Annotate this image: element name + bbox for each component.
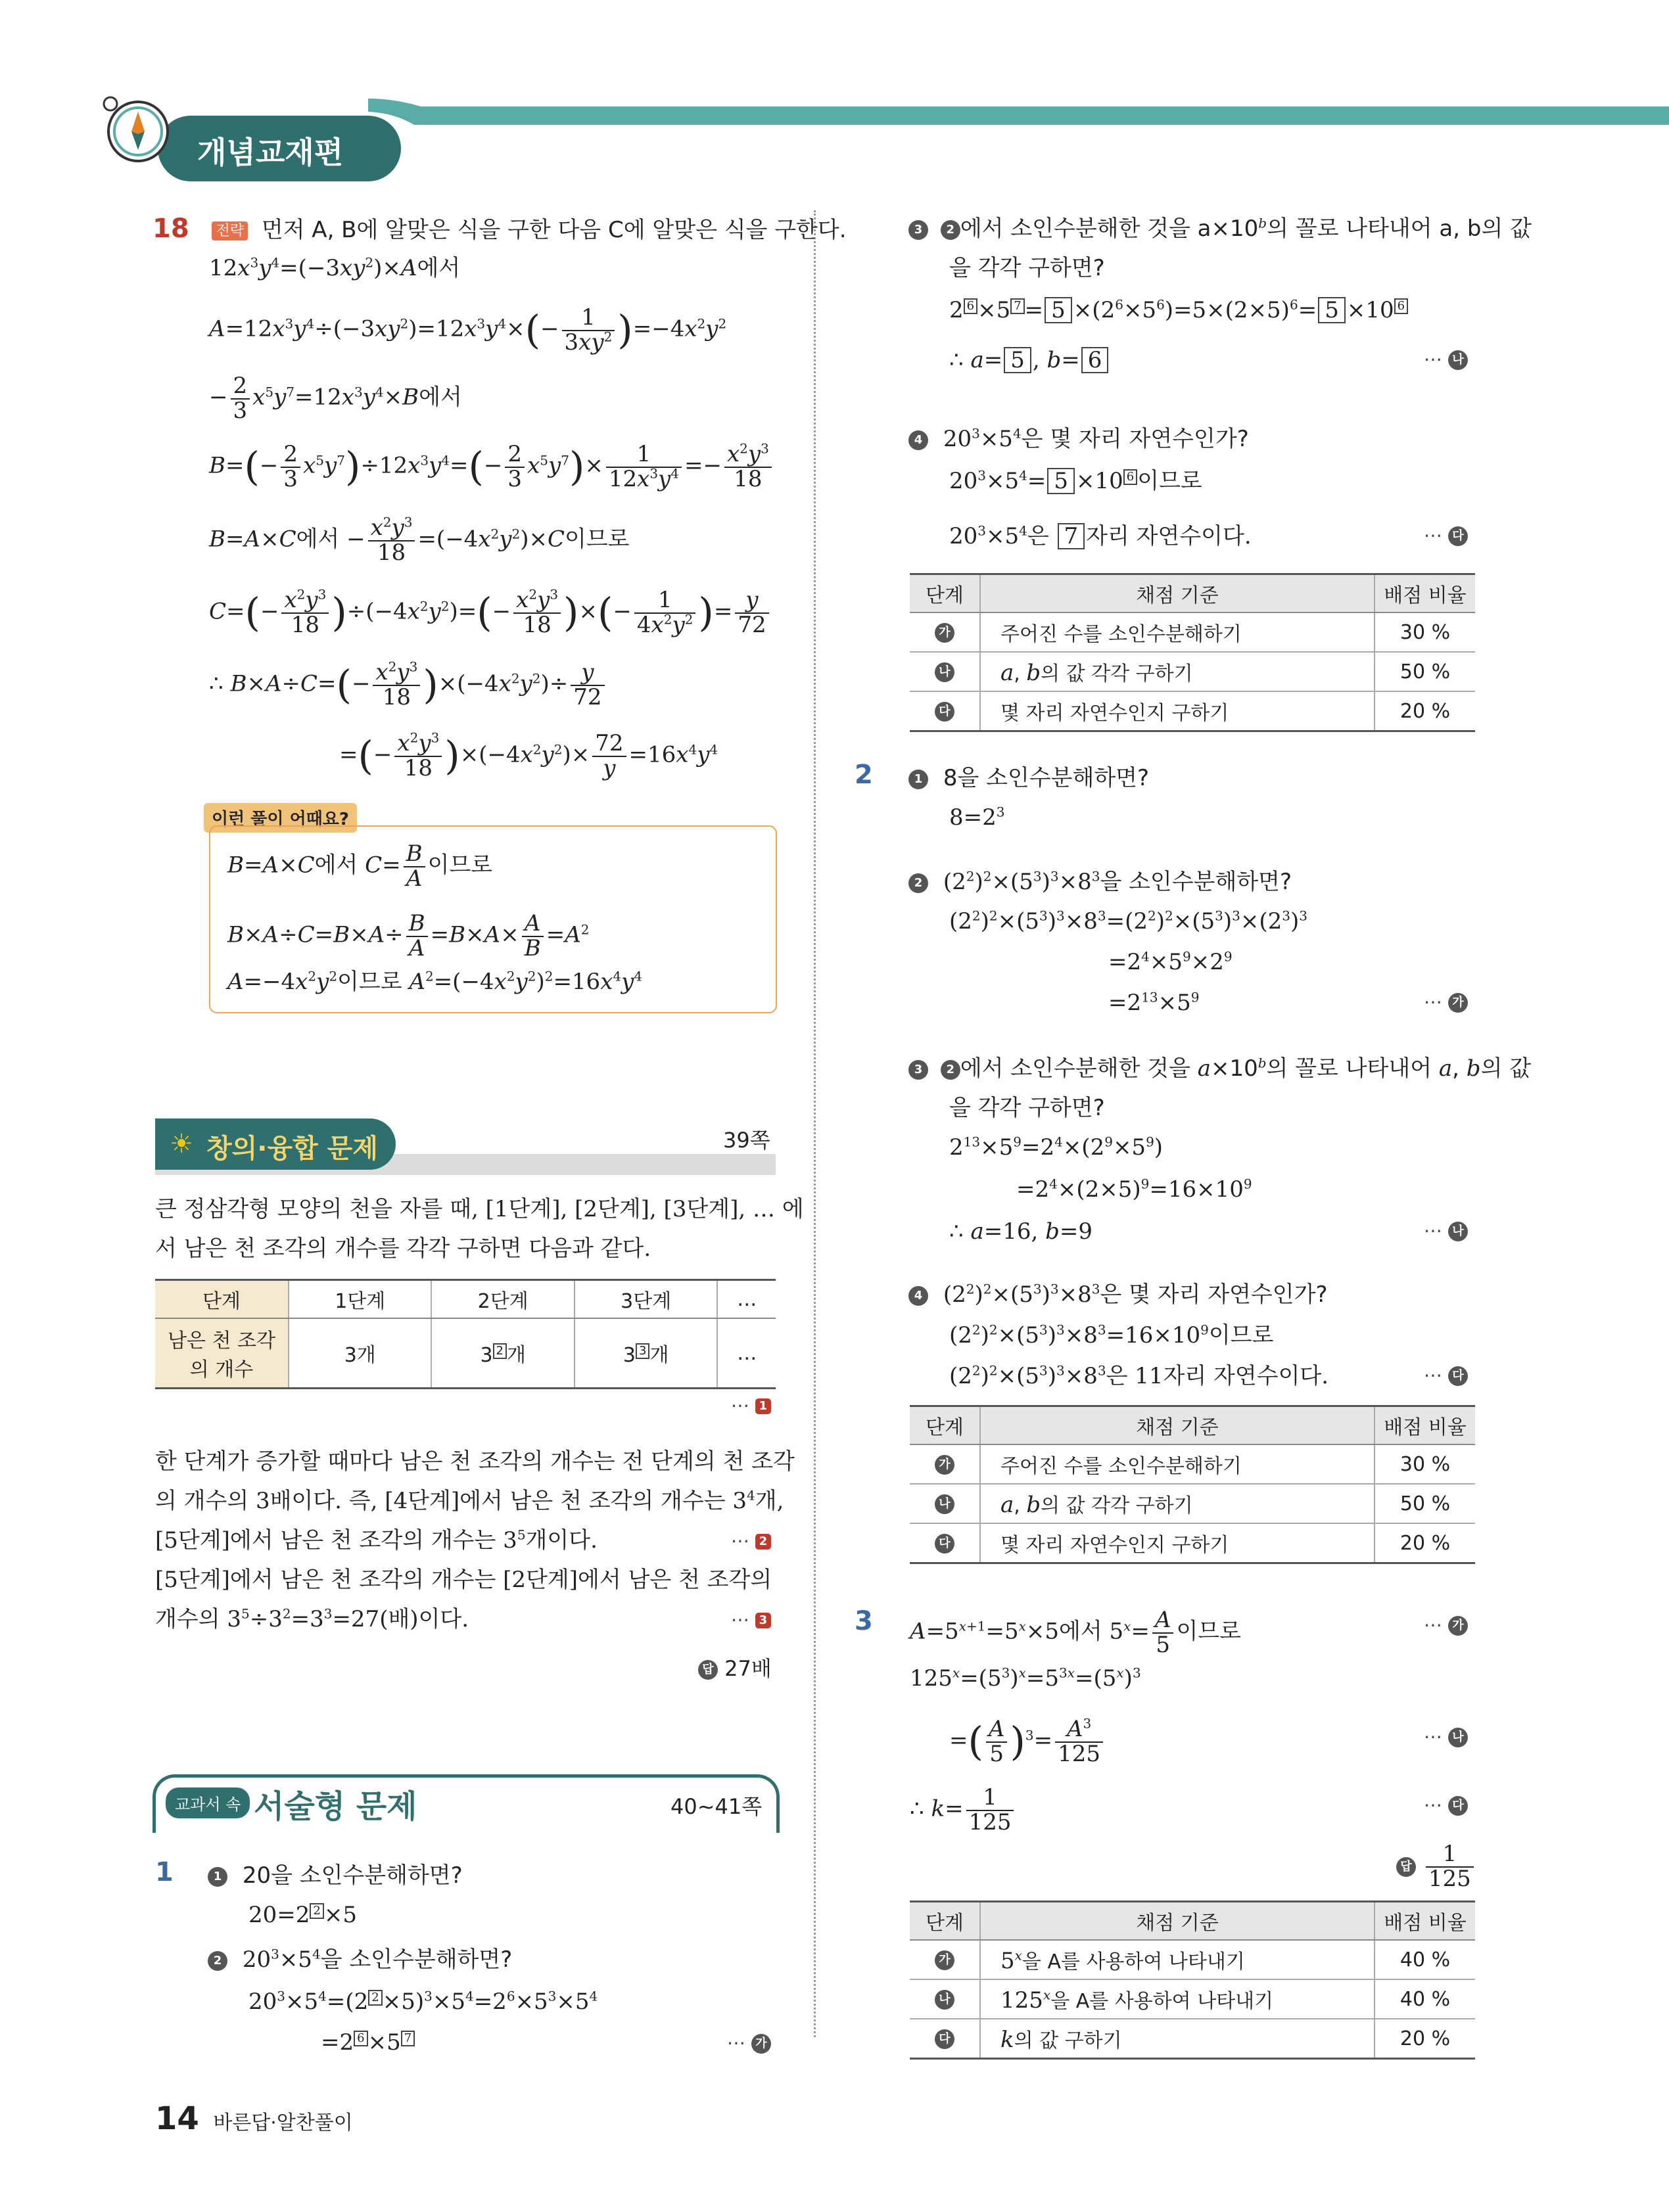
table-cell: 30 % [1375, 1444, 1475, 1484]
header-title: 개념교재편 [197, 135, 344, 170]
step-1-icon: 1 [208, 1867, 227, 1887]
mark-da: ⋯ 다 [1424, 524, 1468, 546]
table-cell: 50 % [1375, 652, 1475, 691]
step-2-icon: 2 [908, 873, 928, 893]
table-cell: … [717, 1318, 776, 1389]
table-cell: 5$^x$을 A를 사용하여 나타내기 [980, 1940, 1375, 1979]
table-cell: 20 % [1375, 691, 1475, 731]
eq-line: $(2^2)^2\times(5^3)^3\times 8^3=(2^2)^2\times(5^3)^3\times(2^3)^3$ [949, 908, 1307, 934]
step-ga-icon: 가 [935, 623, 954, 643]
table-header: 배점 비율 [1375, 1902, 1475, 1941]
q1-step3-cont: 을 각각 구하면? [949, 255, 1105, 281]
table-header: … [717, 1280, 776, 1319]
eq-line: $20^3\times 5^4$은 7 자리 자연수이다. [949, 522, 1252, 549]
eq-line: ∴ k= $\frac{1}{125}$ [910, 1786, 1016, 1834]
mark-da: ⋯ 다 [1424, 1364, 1468, 1386]
table-header: 1단계 [289, 1280, 431, 1319]
lightbulb-icon: ☀ [170, 1129, 193, 1159]
tip-box-title: 이런 풀이 어때요? [204, 803, 357, 833]
creative-para: [5단계]에서 남은 천 조각의 개수는 $3^5$개이다. [155, 1527, 598, 1554]
table-cell: a, b의 값 각각 구하기 [980, 1484, 1375, 1523]
eq-line: $=2^{13}\times 5^9$ [1108, 989, 1200, 1016]
step-4-icon: 4 [908, 430, 928, 450]
creative-intro: 큰 정삼각형 모양의 천을 자를 때, [1단계], [2단계], [3단계], … 에 [155, 1196, 804, 1222]
eq-line: $(2^2)^2\times(5^3)^3\times 8^3=16\times 10^9$이므로 [949, 1322, 1274, 1348]
q1-step4: 4 $20^3\times 5^4$은 몇 자리 자연수인가? [908, 425, 1249, 453]
table-cell: 3 3 개 [575, 1318, 717, 1389]
eq-line: 2 6 ×5 $7 = 5 \times(2^6\times 5^6)=5\times(2\times 5)^6= 5 \times 10$ 6 [949, 296, 1408, 325]
mark-1: ⋯ 1 [731, 1394, 771, 1416]
step-ga-icon: 가 [935, 1950, 954, 1970]
q2-number: 2 [855, 760, 873, 790]
table-cell: 20 % [1375, 2019, 1475, 2059]
eq-line: 20=2 2 ×5 [248, 1902, 357, 1928]
mark-na: ⋯ 나 [1424, 348, 1468, 370]
eq-line: $125^x=(5^3)^x=5^{3x}=(5^x)^3$ [910, 1665, 1141, 1692]
grading-table-3 [910, 1901, 1475, 2060]
q2-step1: 1 8을 소인수분해하면? [908, 764, 1149, 793]
step-ga-icon: 가 [935, 1455, 954, 1475]
table-header: 3단계 [575, 1280, 717, 1319]
essay-title: 서술형 문제 [254, 1788, 417, 1825]
table-header: 채점 기준 [980, 1902, 1375, 1941]
q2-step3-cont: 을 각각 구하면? [949, 1095, 1105, 1121]
eq-line: $20^3\times 5^4=(2$ $2 \times 5)^3\times 5^4=2^6\times 5^3\times 5^4$ [248, 1988, 598, 2015]
table-cell: k의 값 구하기 [980, 2019, 1375, 2059]
creative-table [155, 1279, 776, 1389]
table-header: 단계 [910, 1902, 980, 1941]
step-2-icon: 2 [208, 1951, 227, 1971]
step-3-icon: 3 [908, 220, 928, 240]
ref-2-icon: 2 [941, 1060, 960, 1080]
table-cell: 몇 자리 자연수인지 구하기 [980, 691, 1375, 731]
table-cell: 30 % [1375, 612, 1475, 652]
eq-line: ∴ a=16, b=9 [949, 1218, 1093, 1245]
eq-line: $8=2^3$ [949, 804, 1005, 831]
essay-badge: 교과서 속 [166, 1787, 250, 1818]
eq-line: =( $\frac{A}{5}$ )$^3$= $\frac{A^3}{125}$ [949, 1718, 1106, 1766]
tip-line: B=A×C에서 C= $\frac{B}{A}$ 이므로 [227, 841, 493, 892]
answer: 답 27배 [698, 1652, 772, 1682]
step-da-icon: 다 [935, 702, 954, 722]
q2-step3: 3 2 에서 소인수분해한 것을 $a\times 10^b$의 꼴로 나타내어 a, b의 값 [908, 1054, 1531, 1083]
step-4-icon: 4 [908, 1286, 928, 1306]
q1-step2: 2 $20^3\times 5^4$을 소인수분해하면? [208, 1945, 512, 1974]
eq-line: ∴ B×A÷C=(− $\frac{x^2y^3}{18}$ )$\times(-4x^2y^2)\div$ $\frac{y}{72}$ [209, 661, 607, 709]
grading-table-2 [910, 1405, 1475, 1564]
creative-para: 의 개수의 3배이다. 즉, [4단계]에서 남은 천 조각의 개수는 $3^4$개, [155, 1487, 784, 1514]
table-header: 단계 [155, 1280, 289, 1319]
mark-ga: ⋯ 가 [727, 2032, 771, 2054]
mark-ga: ⋯ 가 [1424, 991, 1468, 1013]
eq-line: B=A×C에서 − $\frac{x^2y^3}{18}$ $=(-4x^2y^2)\times C$이므로 [209, 514, 630, 566]
grading-table-1 [910, 573, 1475, 732]
table-cell: 3 2 개 [431, 1318, 574, 1389]
tip-line: B×A÷C=B×A÷ $\frac{B}{A}$ =B×A× $\frac{A}{B}$ $=A^2$ [227, 910, 590, 961]
q1-step1: 1 20을 소인수분해하면? [208, 1861, 463, 1890]
table-cell: 남은 천 조각의 개수 [155, 1318, 289, 1389]
strategy-tag: 전략 [212, 221, 248, 241]
eq-line: $=2^4\times(2\times 5)^9=16\times 10^9$ [1016, 1176, 1252, 1203]
eq-line: $20^3\times 5^4= 5 \times 10$ 6 이므로 [949, 467, 1202, 494]
answer-icon: 답 [1396, 1857, 1416, 1877]
table-cell: a, b의 값 각각 구하기 [980, 652, 1375, 691]
table-cell: 몇 자리 자연수인지 구하기 [980, 1523, 1375, 1563]
q2-step4: 4 $(2^2)^2\times(5^3)^3\times 8^3$은 몇 자리 자연수인가? [908, 1280, 1328, 1309]
essay-pages: 40~41쪽 [670, 1794, 763, 1819]
step-3-icon: 3 [908, 1060, 928, 1080]
eq-line: $12x^3y^4=(-3xy^2)\times A$에서 [209, 254, 461, 281]
table-cell: 50 % [1375, 1484, 1475, 1523]
creative-para: 한 단계가 증가할 때마다 남은 천 조각의 개수는 전 단계의 천 조각 [155, 1448, 795, 1475]
footer: 14 바른답·알찬풀이 [155, 2100, 353, 2137]
eq-line: $=2^4\times 5^9\times 2^9$ [1108, 948, 1233, 975]
eq-line: $2^{13}\times 5^9=2^4\times(2^9\times 5^9)$ [949, 1134, 1164, 1161]
mark-ga: ⋯ 가 [1424, 1614, 1468, 1636]
eq-line: $A=12x^3y^4\div(-3xy^2)=12x^3y^4\times(-$ $\frac{1}{3xy^2}$ )$=-4x^2y^2$ [209, 304, 727, 356]
mark-na: ⋯ 나 [1424, 1220, 1468, 1241]
creative-title: ☀ 창의·융합 문제 [155, 1118, 396, 1170]
eq-line: C=(− $\frac{x^2y^3}{18}$ )$\div(-4x^2y^2)=(-$ $\frac{x^2y^3}{18}$ )×(− $\frac{1}{4x^2y^2}$ )= $\frac{y}{72}$ [209, 589, 772, 637]
q2-step2: 2 $(2^2)^2\times(5^3)^3\times 8^3$을 소인수분해하면? [908, 867, 1292, 896]
eq-line: $(2^2)^2\times(5^3)^3\times 8^3$은 11자리 자연수이다. [949, 1362, 1329, 1389]
table-cell: 20 % [1375, 1523, 1475, 1563]
table-cell: 주어진 수를 소인수분해하기 [980, 1444, 1375, 1484]
column-divider [814, 210, 816, 2037]
table-cell: 40 % [1375, 1979, 1475, 2019]
table-cell: 주어진 수를 소인수분해하기 [980, 612, 1375, 652]
table-cell: 125$^x$을 A를 사용하여 나타내기 [980, 1979, 1375, 2019]
step-na-icon: 나 [935, 1494, 954, 1514]
creative-para: [5단계]에서 남은 천 조각의 개수는 [2단계]에서 남은 천 조각의 [155, 1567, 772, 1593]
ref-2-icon: 2 [941, 220, 960, 240]
tip-line: $A=-4x^2y^2$이므로 $A^2=(-4x^2y^2)^2=16x^4y^4$ [227, 968, 643, 995]
mark-2: ⋯ 2 [731, 1530, 771, 1552]
strategy-text: 먼저 A, B에 알맞은 식을 구한 다음 C에 알맞은 식을 구한다. [261, 217, 847, 243]
eq-line: − $\frac{2}{3}$ $x^5y^7=12x^3y^4\times B$에서 [209, 373, 462, 424]
table-header: 배점 비율 [1375, 574, 1475, 613]
table-header: 단계 [910, 1406, 980, 1445]
table-cell: 40 % [1375, 1940, 1475, 1979]
answer-q3: 답 $\frac{1}{125}$ [1396, 1843, 1476, 1891]
table-header: 채점 기준 [980, 574, 1375, 613]
step-da-icon: 다 [935, 1534, 954, 1554]
eq-line: ∴ a= 5 , b= 6 [949, 346, 1110, 375]
step-1-icon: 1 [908, 770, 928, 789]
table-header: 배점 비율 [1375, 1406, 1475, 1445]
mark-3: ⋯ 3 [731, 1609, 771, 1630]
q3-number: 3 [855, 1606, 873, 1636]
creative-page: 39쪽 [723, 1128, 770, 1153]
eq-line: =(− $\frac{x^2y^3}{18}$ )$\times(-4x^2y^2)\times$ $\frac{72}{y}$ $=16x^4y^4$ [339, 729, 718, 781]
mark-da: ⋯ 다 [1424, 1794, 1468, 1816]
problem-number: 18 [153, 214, 189, 244]
q1-step3: 3 2 에서 소인수분해한 것을 $a\times 10^b$의 꼴로 나타내어 a, b의 값 [908, 214, 1532, 243]
problem-18-line [153, 214, 847, 246]
creative-intro: 서 남은 천 조각의 개수를 각각 구하면 다음과 같다. [155, 1235, 651, 1262]
eq-line: $A=5^{x+1}=5^x\times 5$에서 $5^x=$ $\frac{A}{5}$ 이므로 [910, 1607, 1241, 1658]
eq-line: B=(− $\frac{2}{3}$ $x^5y^7)\div 12x^3y^4=(-$ $\frac{2}{3}$ $x^5y^7)\times$ $\frac{1}{12x^3y^4}$ =− $\frac{x^2y^3}{18}$ [209, 443, 774, 491]
creative-para: 개수의 $3^5\div 3^2=3^3=27$(배)이다. [155, 1605, 469, 1632]
step-da-icon: 다 [935, 2029, 954, 2049]
table-cell: 3개 [289, 1318, 431, 1389]
table-header: 단계 [910, 574, 980, 613]
eq-line: =2 6 ×5 7 [321, 2028, 415, 2057]
table-header: 채점 기준 [980, 1406, 1375, 1445]
table-header: 2단계 [431, 1280, 574, 1319]
clock-icon [99, 92, 171, 164]
q1-number: 1 [155, 1857, 174, 1887]
step-na-icon: 나 [935, 662, 954, 682]
mark-na: ⋯ 나 [1424, 1726, 1468, 1747]
step-na-icon: 나 [935, 1990, 954, 2010]
